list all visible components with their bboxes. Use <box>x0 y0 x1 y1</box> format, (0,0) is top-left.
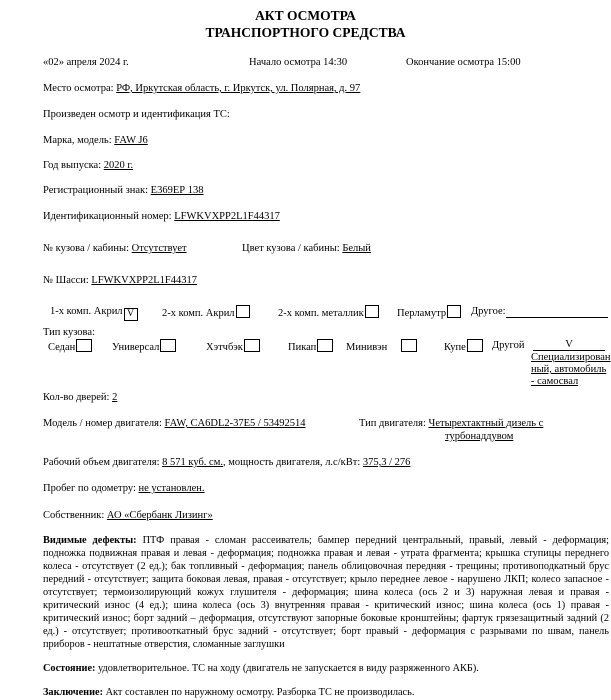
chassis-label: № Шасси: <box>43 275 89 286</box>
paint-option-1-checkbox[interactable]: V <box>124 308 138 321</box>
place-value: РФ, Иркутская область, г. Иркутск, ул. Полярная, д. 97 <box>116 83 361 94</box>
engine-type-value2: турбонаддувом <box>445 431 514 442</box>
volume-label: Рабочий объем двигателя: <box>43 457 160 468</box>
body-type-special <box>531 352 611 388</box>
owner-value: АО «Сбербанк Лизинг» <box>106 510 213 521</box>
defects-text: ПТФ правая - сломан рассеиватель; бампер передний центральный, правый, левый - деформация; подножка подвижная правая и левая - деформация; подножка правая и левая - утрата фрагмента; крышка ступицы переднего колеса - отсутствует (2 ед.); бак топливный - деформация; панель облицовочная передняя - трещины; противоподкатный брус передний - отсутствует; защита боковая левая, правая - отсутствует; крыло переднее левое - нарушено ЛКП; колесо запасное - отсутствует; термоизолирующий кожух глушителя - деформация; шина колеса (ось 2 и 3) наружная левая и правая - критический износ (4 ед.); шина колеса (ось 3) внутренняя правая - критический износ; шина колеса (ось 1) правая - критический износ; борт задний – деформация, отсутствуют запорные боковые кронштейны; фартук грязезащитный задний (2 ед.) - отсутствует; противооткатный брус задний - отсутствует; борт правый - деформация с разрывами по швам, панель приборов - нештатные отверстия, сломанные заглушки <box>43 535 609 650</box>
inspection-note: Произведен осмотр и идентификация ТС: <box>43 109 230 120</box>
paint-option-2-label: 2-х комп. Акрил <box>162 308 235 319</box>
reg-row <box>43 184 203 197</box>
mileage-row <box>43 482 205 495</box>
body-type-hatchback-label: Хэтчбэк <box>206 342 243 353</box>
body-type-pickup <box>288 339 333 354</box>
inspection-end: Окончание осмотра 15:00 <box>406 57 521 68</box>
body-type-minivan <box>346 339 417 354</box>
power-label: , мощность двигателя, л.с/кВт: <box>222 457 361 468</box>
make-row <box>43 134 148 147</box>
body-type-label: Тип кузова: <box>43 327 95 338</box>
body-type-sedan-label: Седан <box>48 342 76 353</box>
body-type-pickup-label: Пикап <box>288 342 317 353</box>
body-type-minivan-checkbox[interactable] <box>401 339 417 352</box>
doors-label: Кол-во дверей: <box>43 392 110 403</box>
body-type-sedan-checkbox[interactable] <box>76 339 92 352</box>
engine-type-label: Тип двигателя: <box>359 418 426 429</box>
inspection-start: Начало осмотра 14:30 <box>249 57 348 68</box>
body-type-coupe-label: Купе <box>444 342 466 353</box>
paint-other <box>471 305 608 318</box>
make-label: Марка, модель: <box>43 135 112 146</box>
volume-value: 8 571 куб. см. <box>162 457 223 468</box>
engine-type-row <box>359 417 543 430</box>
body-type-universal-checkbox[interactable] <box>160 339 176 352</box>
mileage-value: не установлен. <box>138 483 205 494</box>
year-value: 2020 г. <box>103 160 134 171</box>
body-number-row <box>43 242 187 255</box>
make-value: FAW J6 <box>114 135 148 146</box>
paint-option-2 <box>162 305 250 320</box>
body-type-other <box>492 339 524 352</box>
defects-paragraph <box>43 534 609 651</box>
doors-value: 2 <box>112 392 118 403</box>
body-type-sedan <box>48 339 92 354</box>
doc-title-line1: АКТ ОСМОТРА <box>255 8 356 23</box>
engine-model-row <box>43 417 305 430</box>
paint-option-3-checkbox[interactable] <box>365 305 379 318</box>
owner-label: Собственник: <box>43 510 105 521</box>
place-label: Место осмотра: <box>43 83 114 94</box>
color-value: Белый <box>342 243 371 254</box>
body-type-other-mark[interactable]: V <box>533 339 605 351</box>
body-type-pickup-checkbox[interactable] <box>317 339 333 352</box>
reg-label: Регистрационный знак: <box>43 185 149 196</box>
state-label: Состояние: <box>43 663 96 674</box>
paint-option-4-label: Перламутр <box>397 308 447 319</box>
body-type-hatchback <box>206 339 260 354</box>
body-type-minivan-label: Минивэн <box>346 342 388 353</box>
body-number-value: Отсутствует <box>131 243 187 254</box>
chassis-row <box>43 274 197 287</box>
paint-option-4-checkbox[interactable] <box>447 305 461 318</box>
body-type-hatchback-checkbox[interactable] <box>244 339 260 352</box>
conclusion-text: Акт составлен по наружному осмотру. Разборка ТС не производилась. <box>105 687 415 698</box>
doors-row <box>43 391 117 404</box>
state-paragraph <box>43 662 609 675</box>
body-type-coupe <box>444 339 483 354</box>
paint-option-1-label: 1-х комп. Акрил <box>50 306 123 317</box>
doc-title-line2: ТРАНСПОРТНОГО СРЕДСТВА <box>205 25 406 40</box>
color-row <box>242 242 371 255</box>
inspection-date: «02» апреля 2024 г. <box>43 57 129 68</box>
chassis-value: LFWKVXPP2L1F44317 <box>91 275 197 286</box>
body-type-special-line1: Специализирован <box>531 352 611 363</box>
paint-option-4 <box>397 305 461 320</box>
conclusion-paragraph <box>43 686 609 699</box>
paint-other-label: Другое: <box>471 306 506 317</box>
paint-other-field[interactable] <box>506 306 608 318</box>
owner-row <box>43 509 213 522</box>
engine-model-label: Модель / номер двигателя: <box>43 418 162 429</box>
mileage-label: Пробег по одометру: <box>43 483 136 494</box>
body-type-universal-label: Универсал <box>112 342 160 353</box>
color-label: Цвет кузова / кабины: <box>242 243 340 254</box>
year-label: Год выпуска: <box>43 160 102 171</box>
body-type-other-label: Другой <box>492 340 525 351</box>
reg-value: Е369ЕР 138 <box>150 185 204 196</box>
engine-model-value: FAW, CA6DL2-37E5 / 53492514 <box>164 418 306 429</box>
body-type-special-line2: ный, автомобиль <box>531 364 607 375</box>
body-type-universal <box>112 339 176 354</box>
paint-option-1 <box>50 305 138 321</box>
conclusion-label: Заключение: <box>43 687 104 698</box>
defects-label: Видимые дефекты: <box>43 535 137 546</box>
body-type-coupe-checkbox[interactable] <box>467 339 483 352</box>
body-type-special-line3: - самосвал <box>531 376 579 387</box>
volume-row <box>43 456 410 469</box>
state-text: удовлетворительное. ТС на ходу (двигатель не запускается в виду разряженного АКБ). <box>98 663 479 674</box>
power-value: 375,3 / 276 <box>362 457 411 468</box>
vin-value: LFWKVXPP2L1F44317 <box>174 211 280 222</box>
engine-type-value1: Четырехтактный дизель с <box>428 418 544 429</box>
paint-option-3-label: 2-х комп. металлик <box>278 308 364 319</box>
vin-label: Идентификационный номер: <box>43 211 172 222</box>
year-row <box>43 159 133 172</box>
paint-option-3 <box>278 305 379 320</box>
vin-row <box>43 210 280 223</box>
paint-option-2-checkbox[interactable] <box>236 305 250 318</box>
place-row <box>43 82 360 95</box>
body-number-label: № кузова / кабины: <box>43 243 129 254</box>
